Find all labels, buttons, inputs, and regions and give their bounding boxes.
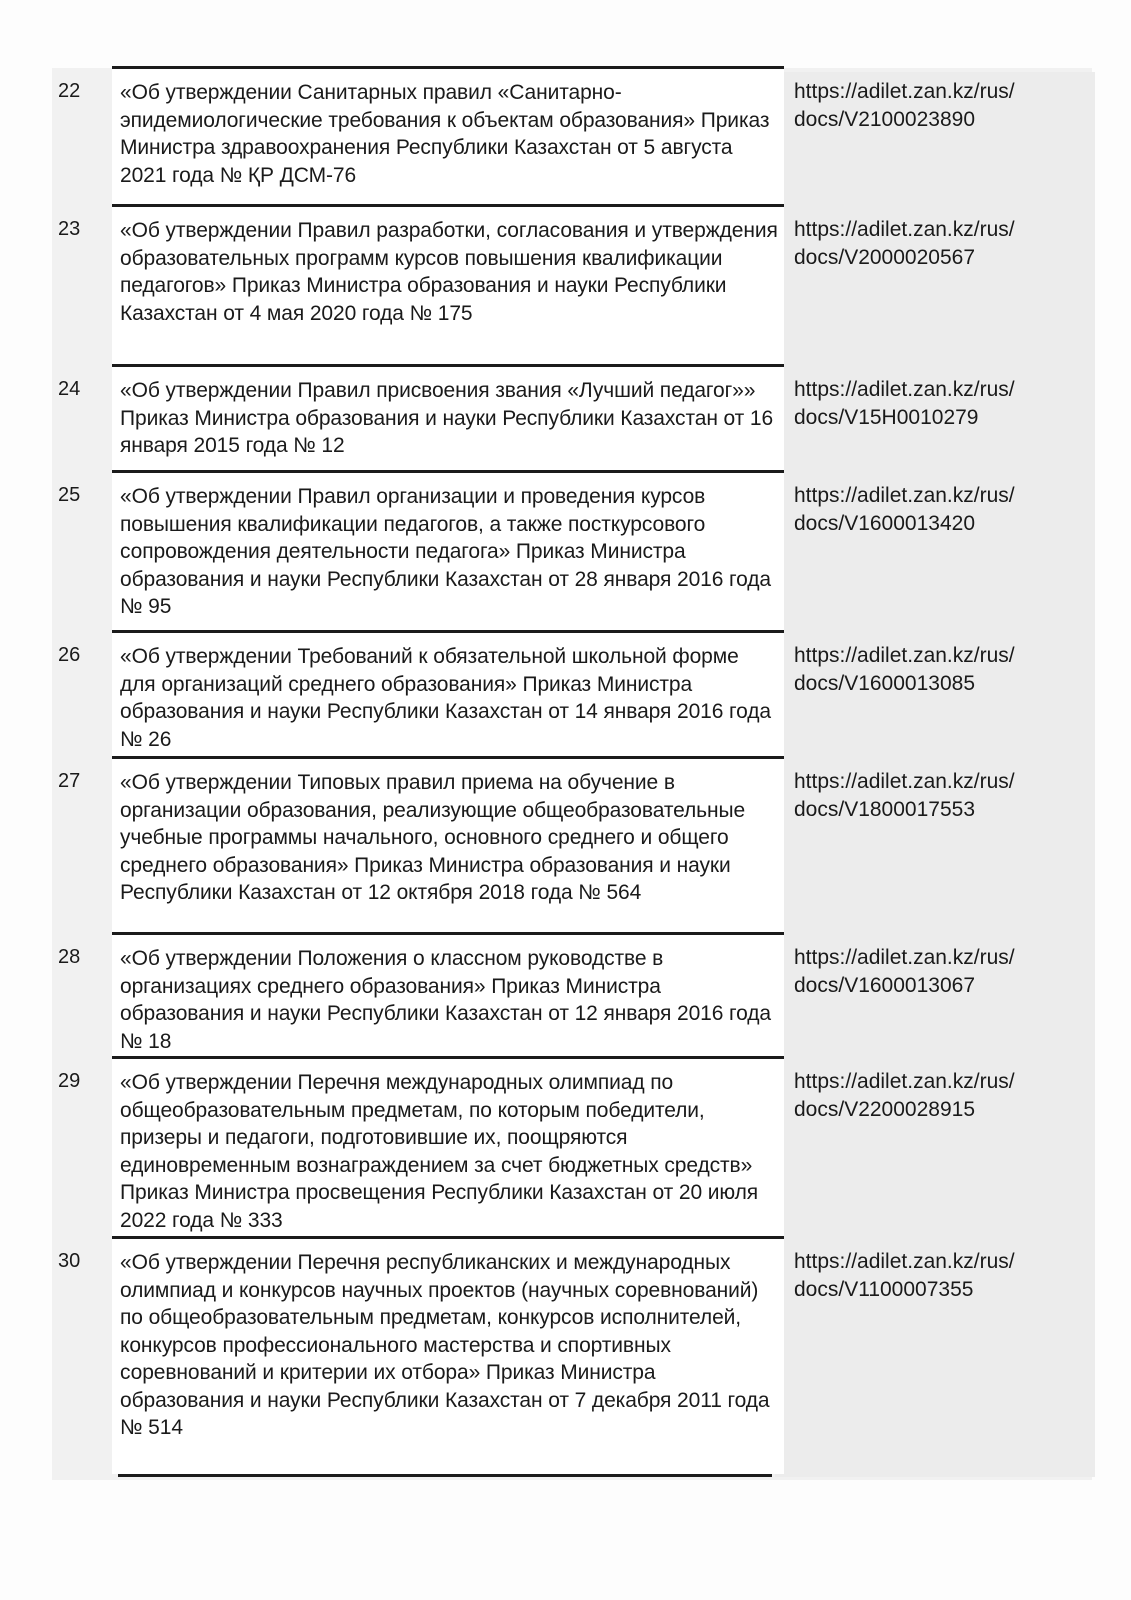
- document-link[interactable]: [784, 470, 1084, 630]
- document-description: «Об утверждении Правил разработки, согласования и утверждения образовательных программ курсов повышения квалификации педагогов» Приказ Министра образования и науки Республики Казахстан от 4 мая 2020 года № 175: [112, 204, 784, 364]
- link-line-1: https://adilet.zan.kz/rus/: [794, 484, 1015, 507]
- link-line-2: docs/V15H0010279: [794, 406, 979, 429]
- document-link[interactable]: [784, 1236, 1084, 1474]
- row-number: 26: [58, 644, 81, 666]
- link-line-1: https://adilet.zan.kz/rus/: [794, 1070, 1015, 1093]
- document-link[interactable]: [784, 932, 1084, 1056]
- document-description: «Об утверждении Правил организации и проведения курсов повышения квалификации педагогов, а также посткурсового сопровождения деятельности педагога» Приказ Министра образования и науки Республики Казахстан от 28 января 2016 года № 95: [112, 470, 784, 630]
- link-line-1: https://adilet.zan.kz/rus/: [794, 80, 1015, 103]
- link-line-1: https://adilet.zan.kz/rus/: [794, 770, 1015, 793]
- table-row: [52, 932, 1092, 1056]
- link-line-2: docs/V1600013067: [794, 974, 975, 997]
- table-bottom-rule: [118, 1474, 772, 1477]
- table-row: [52, 630, 1092, 756]
- table-row: [52, 1056, 1092, 1236]
- row-number: 25: [58, 484, 81, 506]
- row-number: 28: [58, 946, 81, 968]
- link-line-1: https://adilet.zan.kz/rus/: [794, 644, 1015, 667]
- row-number: 22: [58, 80, 81, 102]
- link-line-1: https://adilet.zan.kz/rus/: [794, 1250, 1015, 1273]
- row-number: 29: [58, 1070, 81, 1092]
- table-row: [52, 204, 1092, 364]
- document-link[interactable]: [784, 1056, 1084, 1236]
- table-row: [52, 66, 1092, 204]
- link-line-2: docs/V1600013420: [794, 512, 975, 535]
- link-line-2: docs/V1100007355: [794, 1278, 974, 1301]
- document-link[interactable]: [784, 630, 1084, 756]
- document-description: «Об утверждении Типовых правил приема на обучение в организации образования, реализующие общеобразовательные учебные программы начального, основного среднего и общего среднего образования» Приказ Министра образования и науки Республики Казахстан от 12 октября 2018 года № 564: [112, 756, 784, 932]
- link-line-2: docs/V1600013085: [794, 672, 975, 695]
- link-line-2: docs/V2200028915: [794, 1098, 975, 1121]
- link-line-1: https://adilet.zan.kz/rus/: [794, 946, 1015, 969]
- link-line-1: https://adilet.zan.kz/rus/: [794, 378, 1015, 401]
- link-line-1: https://adilet.zan.kz/rus/: [794, 218, 1015, 241]
- legal-documents-table: [52, 66, 1092, 1474]
- table-row: [52, 1236, 1092, 1474]
- document-description: «Об утверждении Перечня республиканских и международных олимпиад и конкурсов научных проектов (научных соревнований) по общеобразовательным предметам, конкурсов исполнителей, конкурсов профессионального мастерства и спортивных соревнований и критерии их отбора» Приказ Министра образования и науки Республики Казахстан от 7 декабря 2011 года № 514: [112, 1236, 784, 1474]
- document-link[interactable]: [784, 204, 1084, 364]
- document-link[interactable]: [784, 364, 1084, 470]
- row-number: 24: [58, 378, 81, 400]
- row-number: 30: [58, 1250, 81, 1272]
- table-row: [52, 756, 1092, 932]
- link-line-2: docs/V1800017553: [794, 798, 975, 821]
- document-description: «Об утверждении Правил присвоения звания «Лучший педагог»» Приказ Министра образования и науки Республики Казахстан от 16 января 2015 года № 12: [112, 364, 784, 470]
- document-description: «Об утверждении Санитарных правил «Санитарно-эпидемиологические требования к объектам образования» Приказ Министра здравоохранения Республики Казахстан от 5 августа 2021 года № ҚР ДСМ-76: [112, 66, 784, 204]
- document-description: «Об утверждении Положения о классном руководстве в организациях среднего образования» Приказ Министра образования и науки Республики Казахстан от 12 января 2016 года № 18: [112, 932, 784, 1056]
- document-link[interactable]: [784, 66, 1084, 204]
- document-description: «Об утверждении Требований к обязательной школьной форме для организаций среднего образования» Приказ Министра образования и науки Республики Казахстан от 14 января 2016 года № 26: [112, 630, 784, 756]
- table-row: [52, 364, 1092, 470]
- link-line-2: docs/V2100023890: [794, 108, 975, 131]
- document-link[interactable]: [784, 756, 1084, 932]
- table-row: [52, 470, 1092, 630]
- row-number: 27: [58, 770, 81, 792]
- row-number: 23: [58, 218, 81, 240]
- link-line-2: docs/V2000020567: [794, 246, 975, 269]
- document-description: «Об утверждении Перечня международных олимпиад по общеобразовательным предметам, по которым победители, призеры и педагоги, подготовившие их, поощряются единовременным вознаграждением за счет бюджетных средств» Приказ Министра просвещения Республики Казахстан от 20 июля 2022 года № 333: [112, 1056, 784, 1236]
